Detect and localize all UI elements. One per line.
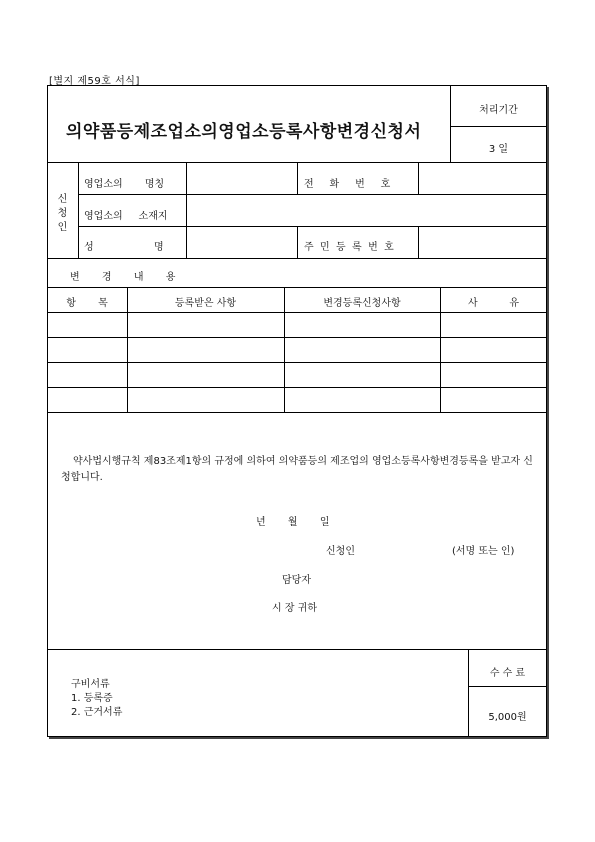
phone-number-label: 전 화 번 호 [304, 179, 391, 190]
divider [78, 162, 79, 258]
table-cell[interactable] [285, 338, 439, 362]
change-content-label: 변 경 내 용 [70, 272, 176, 283]
column-header-reason: 사 유 [467, 298, 520, 309]
divider [47, 649, 547, 650]
applicant-signature-field[interactable] [370, 538, 446, 554]
applicant-group-label-char: 청 [57, 208, 68, 219]
signature-note: (서명 또는 인) [452, 546, 515, 557]
table-cell[interactable] [128, 388, 283, 412]
divider [450, 126, 547, 127]
name-label: 성 명 [84, 242, 164, 253]
required-document-item: 1. 등록증 [71, 693, 113, 704]
column-header-requested-change: 변경등록신청사항 [323, 298, 401, 309]
required-document-item: 2. 근거서류 [71, 707, 123, 718]
table-cell[interactable] [441, 313, 546, 337]
divider [47, 412, 547, 413]
business-name-field[interactable] [187, 163, 296, 193]
business-address-field[interactable] [187, 195, 546, 225]
business-name-label: 영업소의 명칭 [84, 179, 165, 190]
table-cell[interactable] [48, 388, 126, 412]
date-line: 년 월 일 [256, 517, 330, 528]
required-documents-title: 구비서류 [71, 679, 110, 690]
table-cell[interactable] [285, 313, 439, 337]
table-cell[interactable] [441, 363, 546, 387]
processing-period-label: 처리기간 [479, 105, 518, 116]
divider [47, 287, 547, 288]
table-cell[interactable] [128, 363, 283, 387]
table-cell[interactable] [128, 313, 283, 337]
fee-amount: 5,000원 [488, 712, 527, 723]
officer-line: 담당자 [282, 575, 311, 586]
fee-label: 수 수 료 [489, 668, 526, 679]
name-field[interactable] [187, 227, 296, 257]
addressee: 시 장 귀하 [272, 603, 317, 614]
business-address-label: 영업소의 소재지 [84, 211, 168, 222]
table-cell[interactable] [48, 313, 126, 337]
table-cell[interactable] [441, 388, 546, 412]
divider [47, 258, 547, 259]
resident-number-field[interactable] [419, 227, 546, 257]
divider [468, 649, 469, 737]
resident-number-label: 주 민 등 록 번 호 [304, 242, 394, 253]
column-header-item: 항 목 [66, 298, 108, 309]
divider [297, 226, 298, 258]
form-title: 의약품등제조업소의영업소등록사항변경신청서 [66, 122, 422, 142]
column-header-registered: 등록받은 사항 [174, 298, 237, 309]
processing-period-value: 3 일 [488, 144, 509, 155]
table-cell[interactable] [285, 363, 439, 387]
table-cell[interactable] [128, 338, 283, 362]
applicant-group-label-char: 인 [57, 222, 68, 233]
divider [468, 686, 547, 687]
table-cell[interactable] [285, 388, 439, 412]
divider [297, 162, 298, 194]
table-cell[interactable] [441, 338, 546, 362]
table-cell[interactable] [48, 363, 126, 387]
phone-number-field[interactable] [419, 163, 546, 193]
declaration-text: 약사법시행규칙 제83조제1항의 규정에 의하여 의약품등의 제조업의 영업소등록사항변경등록을 받고자 신청합니다. [61, 456, 533, 483]
table-cell[interactable] [48, 338, 126, 362]
applicant-group-label-char: 신 [57, 194, 68, 205]
form-number-label: [별지 제59호 서식] [49, 76, 140, 87]
applicant-line: 신청인 [326, 546, 355, 557]
